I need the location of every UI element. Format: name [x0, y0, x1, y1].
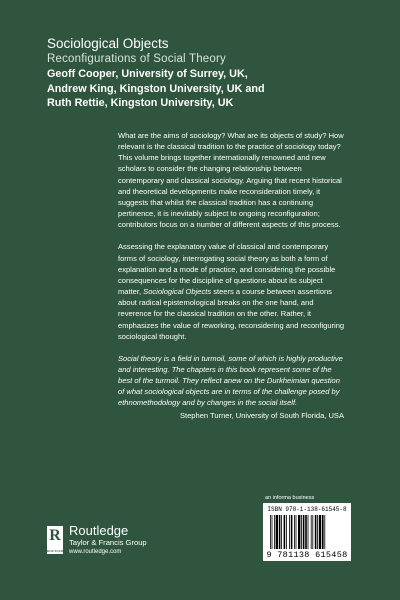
endorsement-quote: Social theory is a field in turmoil, some of which is highly productive and interesting. The chapters in this book represent some of the best of the turmoil. They reflect anew on the Durkheimian question of what sociological objects are in terms of the challenge posed by ethnomethodology and by changes in the social itself. [118, 353, 343, 408]
blurb-text: Assessing the explanatory value of classical and contemporary forms of sociology, interrogating social theory as both a form of explanation and a mode of practice, and considering the possible consequences for the discipline of questions about its subject matter, [118, 242, 336, 297]
informa-business-label: an informa business [265, 495, 315, 501]
header [47, 36, 390, 111]
book-subtitle: Reconfigurations of Social Theory [47, 53, 226, 65]
back-cover-blurb [118, 130, 346, 421]
author-line: Andrew King, Kingston University, UK and [47, 82, 265, 95]
logo-small-text: ROUTLEDGE [47, 549, 68, 553]
isbn-label: ISBN 978-1-138-61545-8 [267, 506, 347, 513]
logo-letter: R [49, 527, 61, 544]
blurb-paragraph [118, 241, 346, 341]
author-line: Ruth Rettie, Kingston University, UK [47, 97, 234, 109]
endorsement-attribution: Stephen Turner, University of South Florida, USA [179, 410, 344, 420]
publisher-url: www.routledge.com [69, 549, 122, 555]
isbn-barcode [263, 503, 351, 561]
routledge-logo-icon [47, 526, 68, 554]
barcode-digits: 9 781138 615458 [266, 550, 348, 560]
publisher-name: Routledge [69, 523, 129, 538]
blurb-text: steers a course between assertions about radical epistemological breaks on the one hand, and reverence for the classical tradition on the other. Rather, it emphasizes the value of reworking, reconsidering and reconfiguring sociological thought. [118, 287, 345, 341]
publisher-group: Taylor & Francis Group [69, 538, 147, 547]
barcode-bars-icon [270, 515, 344, 549]
publisher-text [69, 524, 147, 557]
blurb-paragraph: What are the aims of sociology? What are its objects of study? How relevant is the classical tradition to the practice of sociology today? This volume brings together internationally renowned and new scholars to consider the changing relationship between contemporary and classical sociology. Arguing that recent historical and theoretical developments make reconsideration timely, it suggests that whilst the classical tradition has a continuing pertinence, it is inevitably subject to ongoing reconfiguration; contributors focus on a number of different aspects of this process. [118, 131, 344, 230]
book-title: Sociological Objects [47, 36, 169, 51]
book-title-italic: Sociological Objects [143, 287, 212, 297]
author-line: Geoff Cooper, University of Surrey, UK, [47, 68, 248, 80]
